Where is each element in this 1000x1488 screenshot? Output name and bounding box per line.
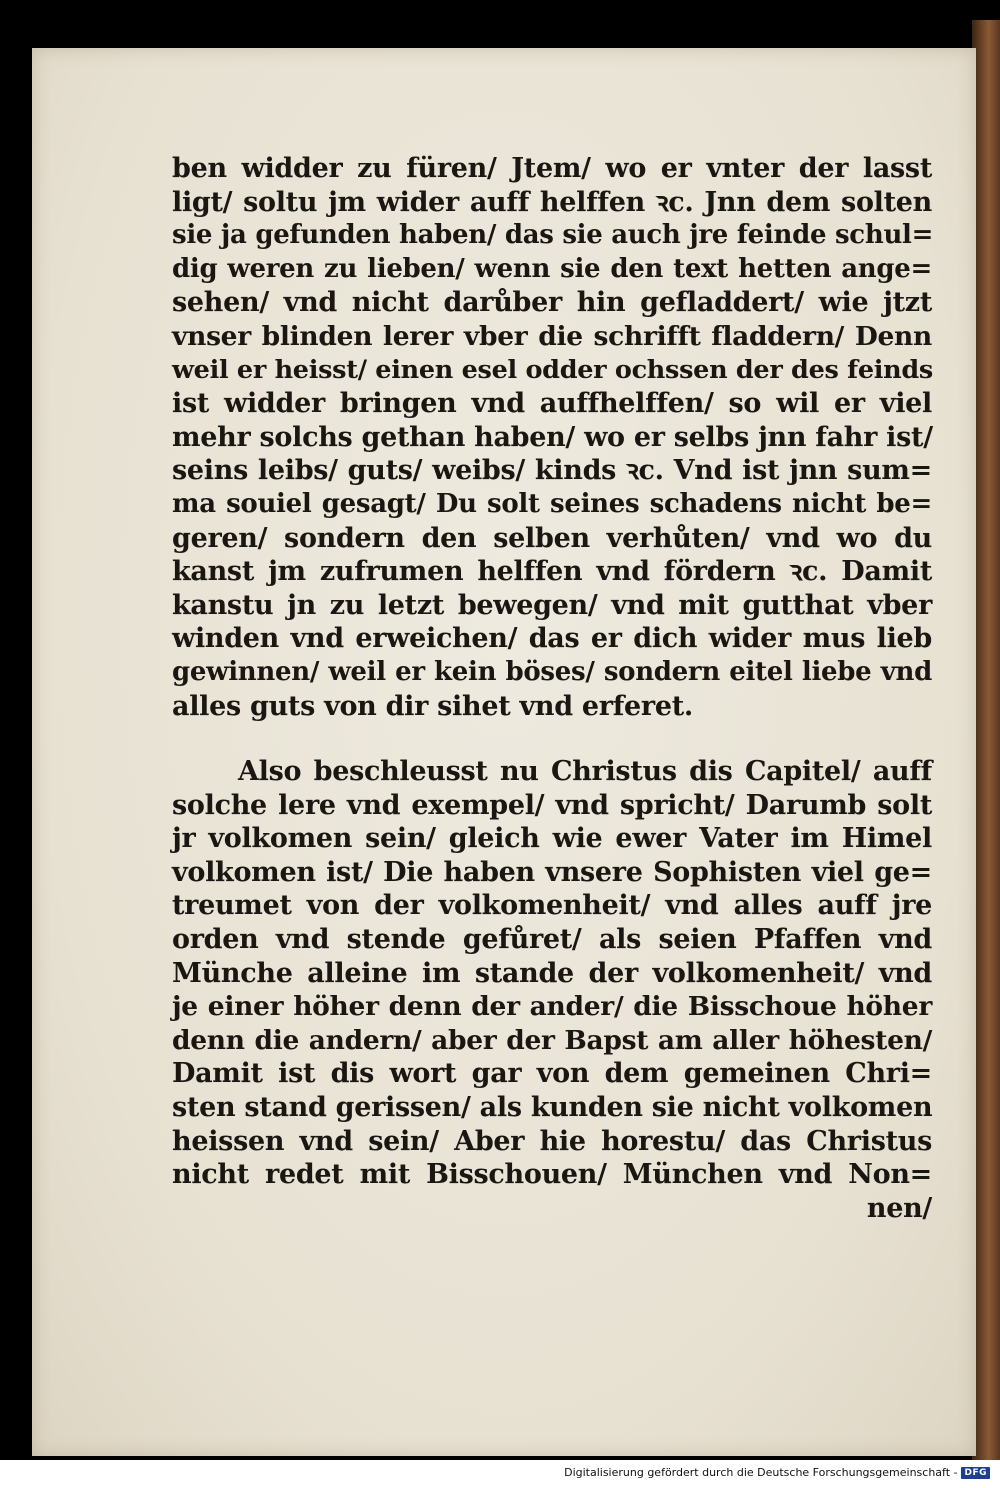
text-line: mehr solchs gethan haben/ wo er selbs jnn fahr ist/ [172, 421, 933, 453]
book-edge [972, 20, 1000, 1460]
text-line: dig weren zu lieben/ wenn sie den text hetten ange= [172, 253, 932, 284]
text-line: Also beschleusst nu Christus dis Capitel/ auff [238, 756, 932, 787]
catchword: nen/ [866, 1192, 932, 1224]
dfg-logo: DFG [961, 1467, 990, 1479]
paragraph-1 [172, 152, 932, 723]
text-line: seins leibs/ guts/ weibs/ kinds ꝛc. Vnd ist jnn sum= [172, 455, 932, 487]
text-line: geren/ sondern den selben verhůten/ vnd wo du [172, 522, 932, 554]
text-line: ist widder bringen vnd auffhelffen/ so wil er viel [172, 388, 932, 420]
text-line: kanstu jn zu letzt bewegen/ vnd mit gutthat vber [172, 589, 932, 621]
text-line: Damit ist dis wort gar von dem gemeinen Chri= [172, 1058, 932, 1090]
text-line: treumet von der volkomenheit/ vnd alles auff jre [172, 890, 932, 922]
paragraph-2 [172, 755, 932, 1225]
text-line: solche lere vnd exempel/ vnd spricht/ Darumb solt [172, 789, 932, 821]
text-line: ben widder zu füren/ Jtem/ wo er vnter der lasst [172, 153, 932, 184]
text-line: Münche alleine im stande der volkomenheit/ vnd [172, 957, 932, 989]
footer-text: Digitalisierung gefördert durch die Deutsche Forschungsgemeinschaft - [564, 1466, 958, 1479]
text-line: nicht redet mit Bisschouen/ München vnd Non= [172, 1159, 932, 1191]
text-line: jr volkomen sein/ gleich wie ewer Vater im Himel [172, 823, 932, 855]
text-line: vnser blinden lerer vber die schrifft fladdern/ Denn [172, 320, 932, 352]
text-line: sie ja gefunden haben/ das sie auch jre feinde schul= [172, 220, 934, 251]
text-line: kanst jm zufrumen helffen vnd fördern ꝛc. Damit [172, 556, 932, 588]
text-line: weil er heisst/ einen esel odder ochssen der des feinds [172, 354, 933, 385]
text-line: je einer höher denn der ander/ die Bisschoue höher [172, 991, 932, 1023]
text-line: sten stand gerissen/ als kunden sie nicht volkomen [172, 1091, 933, 1123]
text-line: sehen/ vnd nicht darůber hin gefladdert/ wie jtzt [172, 287, 932, 319]
funding-footer [564, 1466, 990, 1479]
text-line: orden vnd stende gefůret/ als seien Pfaffen vnd [172, 923, 932, 955]
text-line: volkomen ist/ Die haben vnsere Sophisten viel ge= [172, 856, 932, 888]
text-line: gewinnen/ weil er kein böses/ sondern eitel liebe vnd [172, 656, 932, 687]
text-line: ma souiel gesagt/ Du solt seines schadens nicht be= [172, 488, 932, 519]
text-line: alles guts von dir sihet vnd erferet. [172, 690, 693, 722]
text-line: denn die andern/ aber der Bapst am aller höhesten/ [172, 1024, 932, 1056]
text-line: winden vnd erweichen/ das er dich wider mus lieb [172, 623, 932, 655]
text-line: ligt/ soltu jm wider auff helffen ꝛc. Jnn dem solten [172, 186, 932, 218]
text-line: heissen vnd sein/ Aber hie horestu/ das Christus [172, 1125, 932, 1157]
